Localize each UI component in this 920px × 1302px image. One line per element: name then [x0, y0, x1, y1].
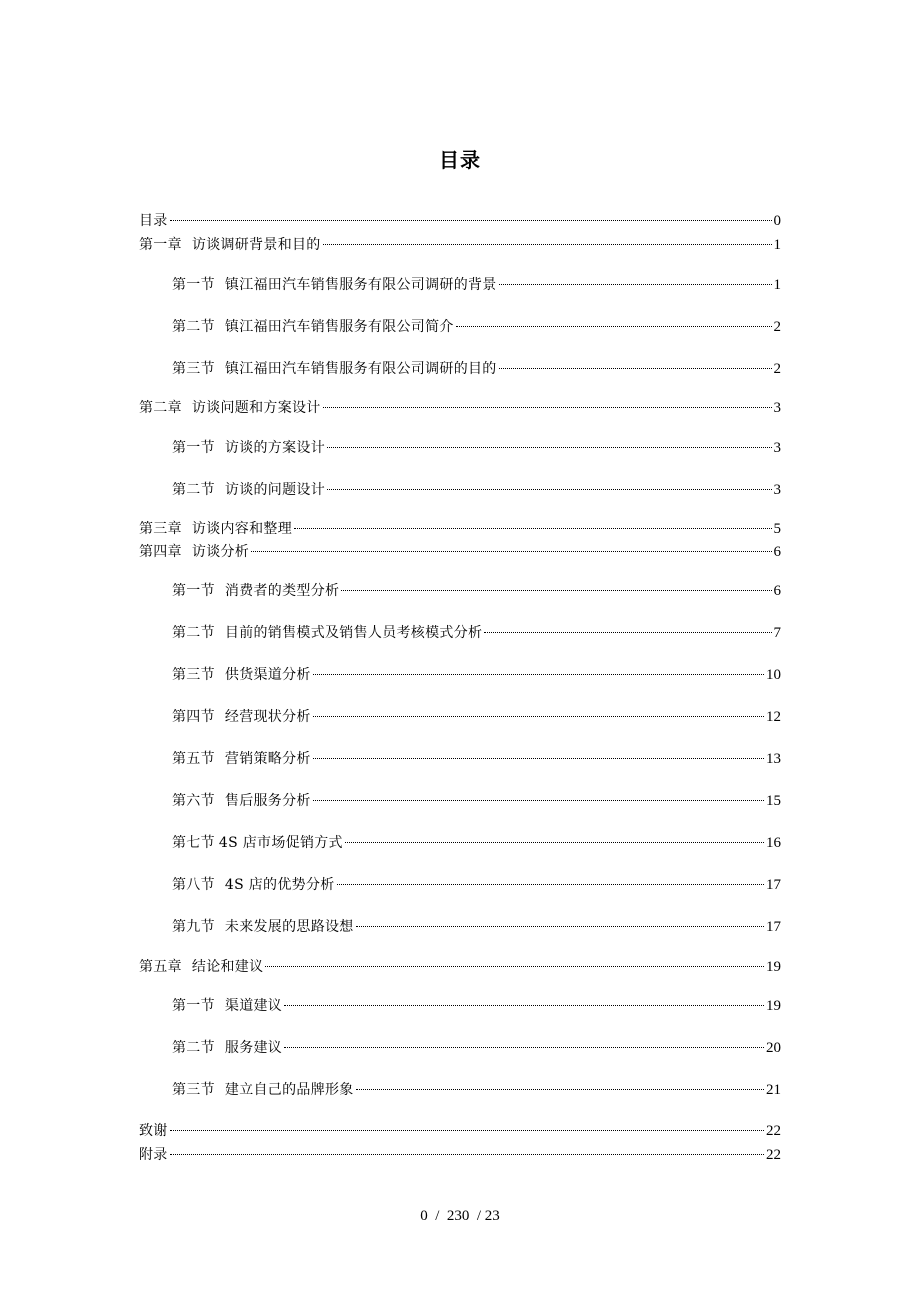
toc-number: 第一节: [172, 277, 215, 293]
toc-page-number: 10: [766, 667, 781, 683]
toc-page-number: 16: [766, 835, 781, 851]
toc-title: 访谈内容和整理: [191, 521, 293, 537]
toc-leader: [313, 674, 764, 675]
toc-number: 第六节: [172, 793, 215, 809]
toc-leader: [313, 716, 764, 717]
toc-title: 建立自己的品牌形象: [224, 1082, 354, 1098]
toc-leader: [484, 632, 771, 633]
toc-entry-ch4-sec6[interactable]: [172, 791, 781, 811]
toc-entry-ch4-sec5[interactable]: [172, 749, 781, 769]
toc-number: 第五节: [172, 751, 215, 767]
toc-leader: [313, 758, 764, 759]
toc-page-number: 19: [766, 959, 781, 975]
toc-entry-ch4-sec3[interactable]: [172, 665, 781, 685]
toc-entry-acknowledgements[interactable]: [139, 1121, 781, 1141]
toc-page-number: 2: [773, 361, 781, 377]
toc-number: 第八节: [172, 877, 215, 893]
toc-leader: [327, 489, 771, 490]
toc-title: 访谈的问题设计: [224, 482, 326, 498]
toc-page-number: 22: [766, 1147, 781, 1163]
toc-leader: [327, 447, 771, 448]
toc-number: 第三章: [139, 521, 182, 537]
toc-leader: [265, 966, 764, 967]
toc-number: 第九节: [172, 919, 215, 935]
toc-leader: [356, 926, 764, 927]
toc-entry-ch1-sec1[interactable]: [172, 275, 781, 295]
toc-leader: [499, 368, 772, 369]
toc-title: 营销策略分析: [224, 751, 311, 767]
toc-number: 第三节: [172, 667, 215, 683]
toc-entry-ch1-sec3[interactable]: [172, 359, 781, 379]
toc-number: 第一节: [172, 583, 215, 599]
toc-entry-ch2-sec2[interactable]: [172, 480, 781, 500]
toc-entry-appendix[interactable]: [139, 1145, 781, 1165]
toc-page-number: 6: [773, 544, 781, 560]
toc-title: 访谈的方案设计: [224, 440, 326, 456]
toc-leader: [251, 551, 771, 552]
toc-entry-ch1-sec2[interactable]: [172, 317, 781, 337]
toc-number: 附录: [139, 1147, 168, 1163]
toc-page-number: 21: [766, 1082, 781, 1098]
toc-number: 第一章: [139, 237, 182, 253]
toc-number: 第四章: [139, 544, 182, 560]
toc-number: 第三节: [172, 361, 215, 377]
toc-number: 第二节: [172, 625, 215, 641]
toc-page-number: 5: [773, 521, 781, 537]
toc-page-number: 13: [766, 751, 781, 767]
toc-leader: [323, 244, 772, 245]
toc-entry-chapter-5[interactable]: [139, 957, 781, 977]
toc-leader: [284, 1005, 764, 1006]
toc-page-number: 3: [773, 400, 781, 416]
toc-number: 致谢: [139, 1123, 168, 1139]
toc-number: 第二章: [139, 400, 182, 416]
toc-page-number: 6: [773, 583, 781, 599]
toc-title: 镇江福田汽车销售服务有限公司调研的背景: [224, 277, 497, 293]
toc-number: 第一节: [172, 440, 215, 456]
toc-entry-ch4-sec1[interactable]: [172, 581, 781, 601]
toc-title: 未来发展的思路设想: [224, 919, 354, 935]
toc-entry-chapter-2[interactable]: [139, 398, 781, 418]
toc-page-number: 17: [766, 919, 781, 935]
toc-title: 服务建议: [224, 1040, 283, 1056]
toc-page-number: 22: [766, 1123, 781, 1139]
toc-number: 第二节: [172, 482, 215, 498]
toc-leader: [345, 842, 764, 843]
toc-page-number: 17: [766, 877, 781, 893]
toc-page-number: 3: [773, 482, 781, 498]
toc-title: 访谈问题和方案设计: [191, 400, 321, 416]
toc-entry-ch4-sec2[interactable]: [172, 623, 781, 643]
toc-page-number: 0: [773, 213, 781, 229]
toc-entry-contents[interactable]: [139, 211, 781, 231]
toc-page-number: 3: [773, 440, 781, 456]
toc-leader: [294, 528, 771, 529]
toc-number: 目录: [139, 213, 168, 229]
toc-title: 售后服务分析: [224, 793, 311, 809]
toc-title: 经营现状分析: [224, 709, 311, 725]
toc-number: 第四节: [172, 709, 215, 725]
toc-leader: [313, 800, 764, 801]
toc-leader: [170, 1130, 764, 1131]
toc-entry-ch4-sec7[interactable]: [172, 833, 781, 853]
toc-page-number: 7: [773, 625, 781, 641]
toc-number: 第二节: [172, 1040, 215, 1056]
toc-title: 4S 店的优势分析: [224, 877, 335, 893]
toc-entry-ch4-sec4[interactable]: [172, 707, 781, 727]
toc-page-number: 15: [766, 793, 781, 809]
toc-title: 结论和建议: [191, 959, 264, 975]
toc-title: 访谈分析: [191, 544, 250, 560]
toc-entry-ch5-sec1[interactable]: [172, 996, 781, 1016]
toc-leader: [170, 220, 772, 221]
toc-title: 访谈调研背景和目的: [191, 237, 321, 253]
toc-leader: [499, 284, 772, 285]
toc-page-number: 19: [766, 998, 781, 1014]
page-footer: 0 / 230 / 23: [420, 1208, 500, 1224]
toc-title: 镇江福田汽车销售服务有限公司调研的目的: [224, 361, 497, 377]
toc-title: 渠道建议: [224, 998, 283, 1014]
toc-entry-ch5-sec2[interactable]: [172, 1038, 781, 1058]
toc-title: 目前的销售模式及销售人员考核模式分析: [224, 625, 483, 641]
toc-entry-chapter-3[interactable]: [139, 519, 781, 539]
toc-entry-chapter-1[interactable]: [139, 235, 781, 255]
toc-page-number: 2: [773, 319, 781, 335]
toc-leader: [323, 407, 772, 408]
toc-leader: [356, 1089, 764, 1090]
toc-title: 消费者的类型分析: [224, 583, 340, 599]
toc-number: 第五章: [139, 959, 182, 975]
toc-page-number: 1: [773, 237, 781, 253]
toc-title: 镇江福田汽车销售服务有限公司简介: [224, 319, 454, 335]
page-title: 目录: [439, 148, 481, 172]
toc-entry-ch4-sec8[interactable]: [172, 875, 781, 895]
toc-page-number: 20: [766, 1040, 781, 1056]
toc-title: 4S 店市场促销方式: [218, 835, 343, 851]
toc-entry-chapter-4[interactable]: [139, 542, 781, 562]
toc-number: 第一节: [172, 998, 215, 1014]
toc-leader: [337, 884, 764, 885]
toc-leader: [170, 1154, 764, 1155]
toc-number: 第三节: [172, 1082, 215, 1098]
toc-number: 第二节: [172, 319, 215, 335]
toc-leader: [284, 1047, 764, 1048]
toc-leader: [456, 326, 772, 327]
toc-number: 第七节: [172, 835, 215, 851]
toc-page-number: 1: [773, 277, 781, 293]
toc-entry-ch5-sec3[interactable]: [172, 1080, 781, 1100]
toc-entry-ch4-sec9[interactable]: [172, 917, 781, 937]
toc-entry-ch2-sec1[interactable]: [172, 438, 781, 458]
toc-title: 供货渠道分析: [224, 667, 311, 683]
toc-page-number: 12: [766, 709, 781, 725]
toc-leader: [341, 590, 771, 591]
